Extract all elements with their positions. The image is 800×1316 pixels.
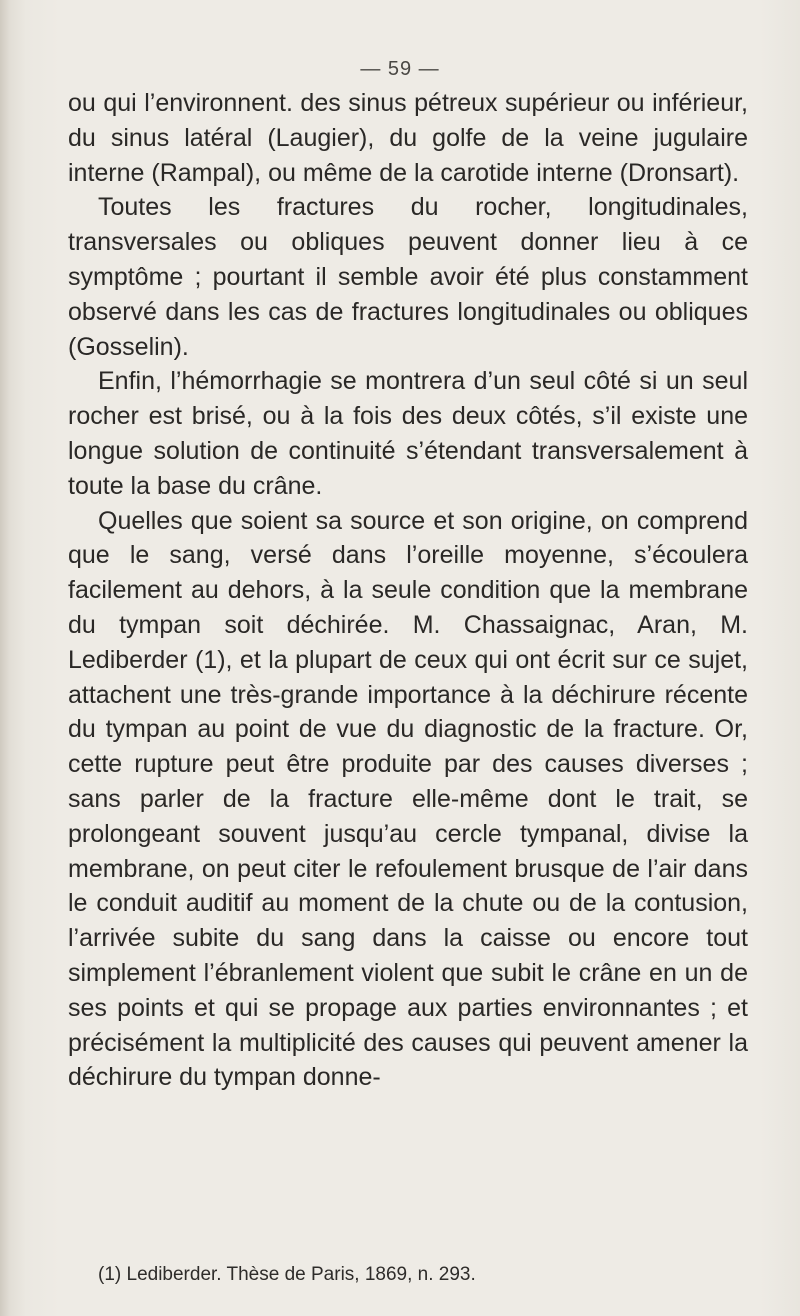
body-text [68,86,748,1095]
paragraph-3: Enfin, l’hémorrhagie se montrera d’un seul côté si un seul rocher est brisé, ou à la fois des deux côtés, s’il existe une longue solution de continuité s’étendant transversalement à toute la base du crâne. [68,367,748,500]
page-number: — 59 — [360,58,440,80]
paragraph-4: Quelles que soient sa source et son origine, on comprend que le sang, versé dans l’oreille moyenne, s’écoulera facilement au dehors, à la seule condition que la membrane du tympan soit déchirée. M. Chassaignac, Aran, M. Lediberder (1), et la plupart de ceux qui ont écrit sur ce sujet, attachent une très-grande importance à la déchirure récente du tympan au point de vue du diagnostic de la fracture. Or, cette rupture peut être produite par des causes diverses ; sans parler de la fracture elle-même dont le trait, se prolongeant souvent jusqu’au cercle tympanal, divise la membrane, on peut citer le refoulement brusque de l’air dans le conduit auditif au moment de la chute ou de la contusion, l’arrivée subite du sang dans la caisse ou encore tout simplement l’ébranlement violent que subit le crâne en un de ses points et qui se propage aux parties environnantes ; et précisément la multiplicité des causes qui peuvent amener la déchirure du tympan donne- [68,506,748,1092]
footnote: (1) Lediberder. Thèse de Paris, 1869, n. 293. [98,1264,476,1285]
paragraph-1: ou qui l’environnent. des sinus pétreux supérieur ou inférieur, du sinus latéral (Laugier), du golfe de la veine jugulaire interne (Rampal), ou même de la carotide interne (Dronsart). [68,89,748,187]
paragraph-2: Toutes les fractures du rocher, longitudinales, transversales ou obliques peuvent donner lieu à ce symptôme ; pourtant il semble avoir été plus constamment observé dans les cas de fractures longitudinales ou obliques (Gosselin). [68,193,748,361]
